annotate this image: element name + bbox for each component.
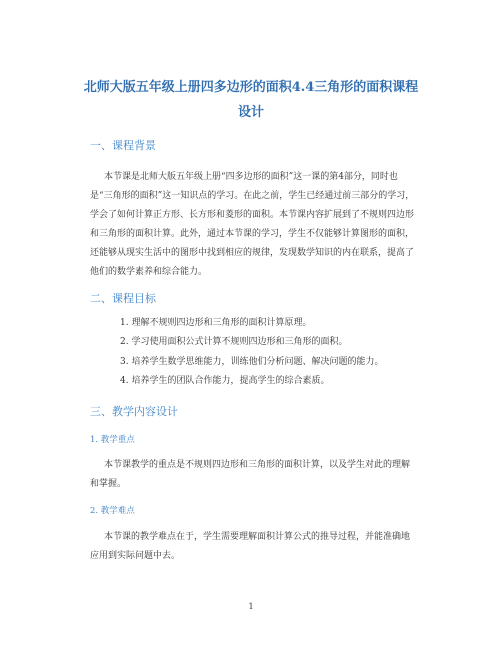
difficulty-line-2: 应用到实际问题中去。 (90, 551, 181, 561)
background-line-2: 是“三角形的面积”这一知识点的学习。在此之前，学生已经通过前三部分的学习， (90, 191, 415, 201)
goal-item-4: 4. 培养学生的团队合作能力，提高学生的综合素质。 (120, 375, 330, 386)
goals-list (120, 314, 440, 391)
background-line-4: 和三角形的面积计算。此外，通过本节课的学习，学生不仅能够计算图形的面积， (90, 229, 415, 239)
background-paragraph (90, 168, 426, 282)
background-line-6: 他们的数学素养和综合能力。 (90, 267, 208, 277)
goal-item-3: 3. 培养学生数学思维能力，训练他们分析问题、解决问题的能力。 (120, 356, 384, 367)
sub-heading-difficulty: 2. 教学难点 (90, 506, 135, 516)
difficulty-paragraph (90, 528, 426, 566)
section-heading-content: 三、教学内容设计 (90, 405, 178, 418)
section-heading-background: 一、课程背景 (90, 139, 156, 152)
difficulty-line-1: 本节课的教学难点在于，学生需要理解面积计算公式的推导过程，并能准确地 (104, 532, 411, 542)
key-point-line-2: 和掌握。 (90, 479, 127, 489)
background-line-5: 还能够从现实生活中的图形中找到相应的规律，发现数学知识的内在联系，提高了 (90, 248, 415, 258)
sub-heading-key-point: 1. 教学重点 (90, 435, 135, 445)
section-heading-goals: 二、课程目标 (90, 292, 156, 305)
key-point-line-1: 本节课教学的重点是不规则四边形和三角形的面积计算，以及学生对此的理解 (104, 460, 411, 470)
background-line-1: 本节课是北师大版五年级上册“四多边形的面积”这一课的第4部分，同时也 (104, 172, 398, 182)
document-title-line-2: 设计 (237, 105, 264, 120)
page-number: 1 (248, 602, 254, 611)
goal-item-2: 2. 学习使用面积公式计算不规则四边形和三角形的面积。 (120, 337, 348, 348)
key-point-paragraph (90, 456, 426, 494)
document-title-line-1: 北师大版五年级上册四多边形的面积4.4三角形的面积课程 (83, 80, 419, 95)
goal-item-1: 1. 理解不规则四边形和三角形的面积计算原理。 (120, 318, 312, 328)
background-line-3: 学会了如何计算正方形、长方形和菱形的面积。本节课内容扩展到了不规则四边形 (90, 210, 415, 220)
